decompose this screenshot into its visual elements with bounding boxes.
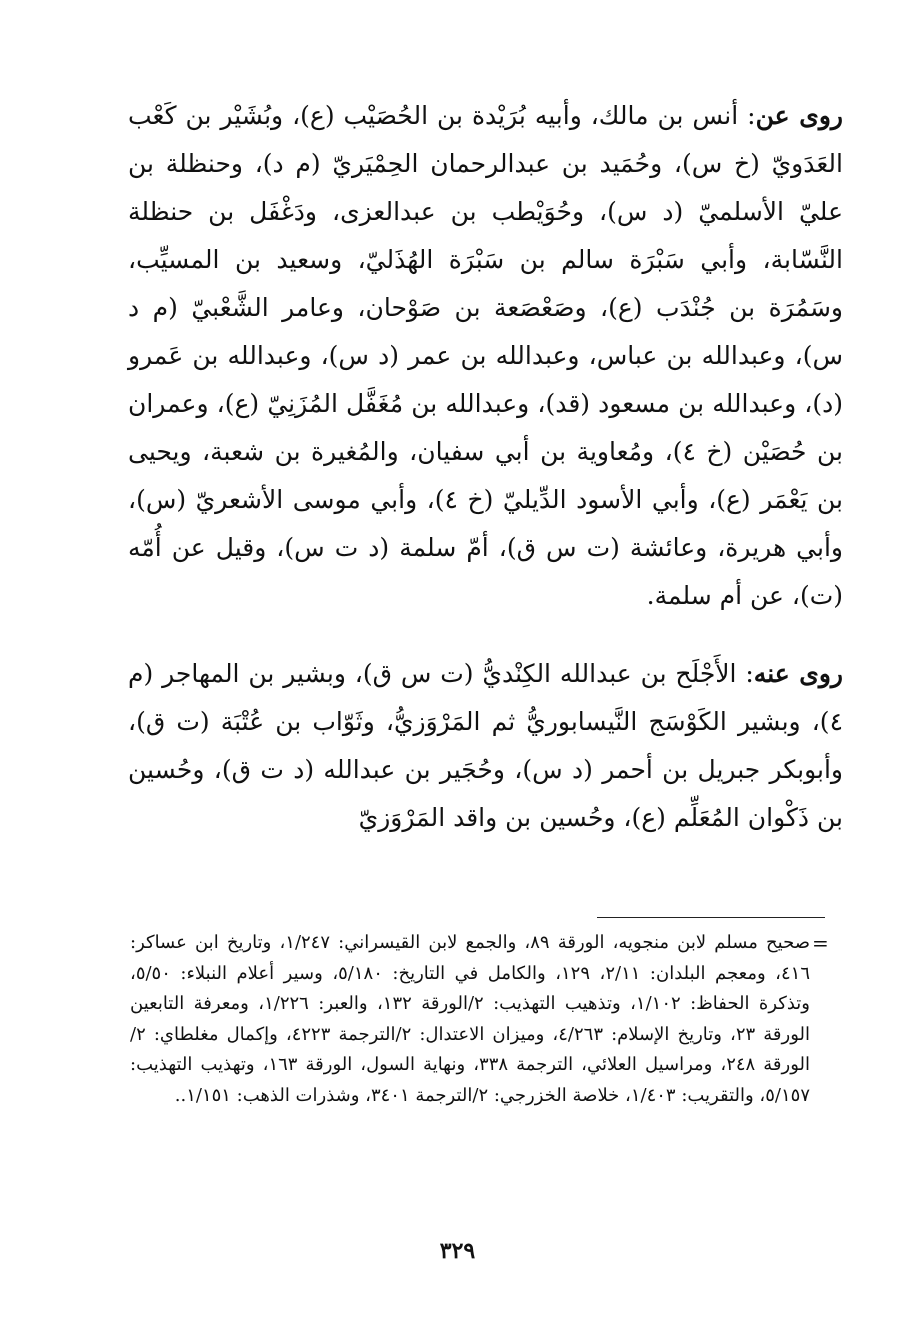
narrated-by-heading: روى عنه bbox=[753, 659, 843, 688]
narrated-from-paragraph bbox=[128, 92, 843, 620]
page-number: ٣٢٩ bbox=[439, 1238, 476, 1264]
narrated-by-text: : الأَجْلَح بن عبدالله الكِنْديُّ (ت س ق)، وبشير بن المهاجر (م ٤)، وبشير الكَوْسَج النَّيسابوريُّ ثم المَرْوَزيُّ، وثَوّاب بن عُتْبَة (ت ق)، وأبوبكر جبريل بن أحمر (د س)، وحُجَير بن عبدالله (د ت ق)، وحُسين بن ذَكْوان المُعَلِّم (ع)، وحُسين بن واقد المَرْوَزيّ bbox=[128, 659, 843, 832]
narrated-from-heading: روى عن bbox=[755, 101, 843, 130]
footnote-divider bbox=[597, 917, 825, 918]
narrated-from-text: : أنس بن مالك، وأبيه بُرَيْدة بن الحُصَيْب (ع)، وبُشَيْر بن كَعْب العَدَويّ (خ س)، وحُمَيد بن عبدالرحمان الحِمْيَريّ (م د)، وحنظلة بن عليّ الأسلميّ (د س)، وحُوَيْطب بن عبدالعزى، ودَغْفَل بن حنظلة النَّسّابة، وأبي سَبْرَة سالم بن سَبْرَة الهُذَليّ، وسعيد بن المسيِّب، وسَمُرَة بن جُنْدَب (ع)، وصَعْصَعة بن صَوْحان، وعامر الشَّعْبيّ (م د س)، وعبدالله بن عباس، وعبدالله بن عمر (د س)، وعبدالله بن عَمرو (د)، وعبدالله بن مسعود (قد)، وعبدالله بن مُغَفَّل المُزَنِيّ (ع)، وعمران بن حُصَيْن (خ ٤)، ومُعاوية بن أبي سفيان، والمُغيرة بن شعبة، ويحيى بن يَعْمَر (ع)، وأبي الأسود الدِّيليّ (خ ٤)، وأبي موسى الأشعريّ (س)، وأبي هريرة، وعائشة (ت س ق)، أمّ سلمة (د ت س)، وقيل عن أُمّه (ت)، عن أم سلمة. bbox=[128, 101, 843, 610]
main-text bbox=[128, 92, 843, 842]
footnote-text: صحيح مسلم لابن منجويه، الورقة ٨٩، والجمع لابن القيسراني: ١/٢٤٧، وتاريخ ابن عساكر: ٤١٦، ومعجم البلدان: ٢/١١، ١٢٩، والكامل في التاريخ: ٥/١٨٠، وسير أعلام النبلاء: ٥/٥٠، وتذكرة الحفاظ: ١/١٠٢، وتذهيب التهذيب: ٢/الورقة ١٣٢، والعبر: ١/٢٢٦، ومعرفة التابعين الورقة ٢٣، وتاريخ الإسلام: ٤/٢٦٣، وميزان الاعتدال: ٢/الترجمة ٤٢٢٣، وإكمال مغلطاي: ٢/الورقة ٢٤٨، ومراسيل العلائي، الترجمة ٣٣٨، ونهاية السول، الورقة ١٦٣، وتهذيب التهذيب: ٥/١٥٧، والتقريب: ١/٤٠٣، خلاصة الخزرجي: ٢/الترجمة ٣٤٠١، وشذرات الذهب: ١/١٥١.. bbox=[130, 932, 811, 1106]
footnote-continuation-marker: = bbox=[812, 931, 829, 955]
narrated-by-paragraph bbox=[128, 650, 843, 842]
